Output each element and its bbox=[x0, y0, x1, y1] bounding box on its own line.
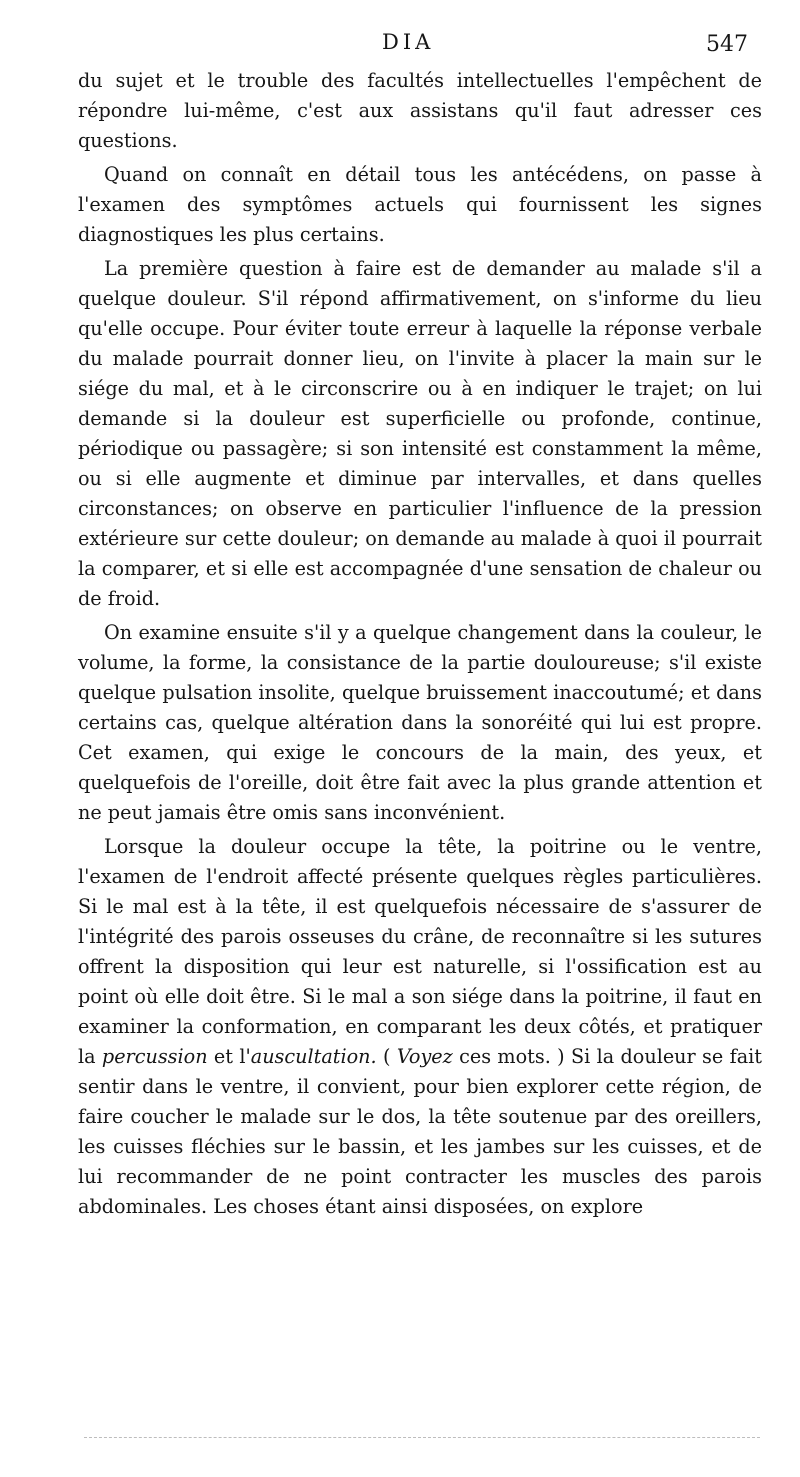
term-auscultation: auscultation. bbox=[250, 1045, 377, 1068]
footer-rule bbox=[84, 1437, 760, 1438]
text-segment: ces mots. ) Si la douleur se fait sentir dans le ventre, il convient, pour bien explorer cette région, de faire coucher le malade sur le dos, la tête soutenue par des oreillers, les cuisses fléchies sur le bassin, et les jambes sur les cuisses, et de lui recommander de ne point contracter les muscles des parois abdominales. Les choses étant ainsi disposées, on explore bbox=[78, 1045, 762, 1218]
text-segment: Lorsque la douleur occupe la tête, la poitrine ou le ventre, l'examen de l'endroit affecté présente quelques règles particulières. Si le mal est à la tête, il est quelquefois nécessaire de s'assurer de l'intégrité des parois osseuses du crâne, de reconnaître si les sutures offrent la disposition qui leur est naturelle, si l'ossification est au point où elle doit être. Si le mal a son siége dans la poitrine, il faut en examiner la conformation, en comparant les deux côtés, et pratiquer la bbox=[78, 835, 762, 1068]
paragraph-pain-questions: La première question à faire est de demander au malade s'il a quelque douleur. S'il répond affirmativement, on s'informe du lieu qu'elle occupe. Pour éviter toute erreur à laquelle la réponse verbale du malade pourrait donner lieu, on l'invite à placer la main sur le siége du mal, et à le circonscrire ou à en indiquer le trajet; on lui demande si la douleur est superficielle ou profonde, continue, périodique ou passagère; si son intensité est constamment la même, ou si elle augmente et diminue par intervalles, et dans quelles circonstances; on observe en particulier l'influence de la pression extérieure sur cette douleur; on demande au malade à quoi il pourrait la comparer, et si elle est accompagnée d'une sensation de chaleur ou de froid. bbox=[78, 257, 762, 610]
body-text bbox=[78, 66, 762, 1222]
text-segment: et l' bbox=[207, 1045, 251, 1068]
paragraph-head-chest-belly bbox=[78, 832, 762, 1222]
cross-reference-voyez: Voyez bbox=[396, 1045, 453, 1068]
text-segment: ( bbox=[376, 1045, 397, 1068]
paragraph-antecedents: Quand on connaît en détail tous les antécédens, on passe à l'examen des symptômes actuels qui fournissent les signes diagnostiques les plus certains. bbox=[78, 163, 762, 246]
page-number: 547 bbox=[706, 32, 748, 57]
paragraph-continuation: du sujet et le trouble des facultés intellectuelles l'empêchent de répondre lui-même, c'est aux assistans qu'il faut adresser ces questions. bbox=[78, 69, 762, 152]
running-title: DIA bbox=[382, 30, 435, 54]
term-percussion: percussion bbox=[101, 1045, 208, 1068]
page-header bbox=[0, 30, 800, 64]
paragraph-examination: On examine ensuite s'il y a quelque changement dans la couleur, le volume, la forme, la consistance de la partie douloureuse; s'il existe quelque pulsation insolite, quelque bruissement inaccoutumé; et dans certains cas, quelque altération dans la sonoréité qui lui est propre. Cet examen, qui exige le concours de la main, des yeux, et quelquefois de l'oreille, doit être fait avec la plus grande attention et ne peut jamais être omis sans inconvénient. bbox=[78, 621, 762, 824]
